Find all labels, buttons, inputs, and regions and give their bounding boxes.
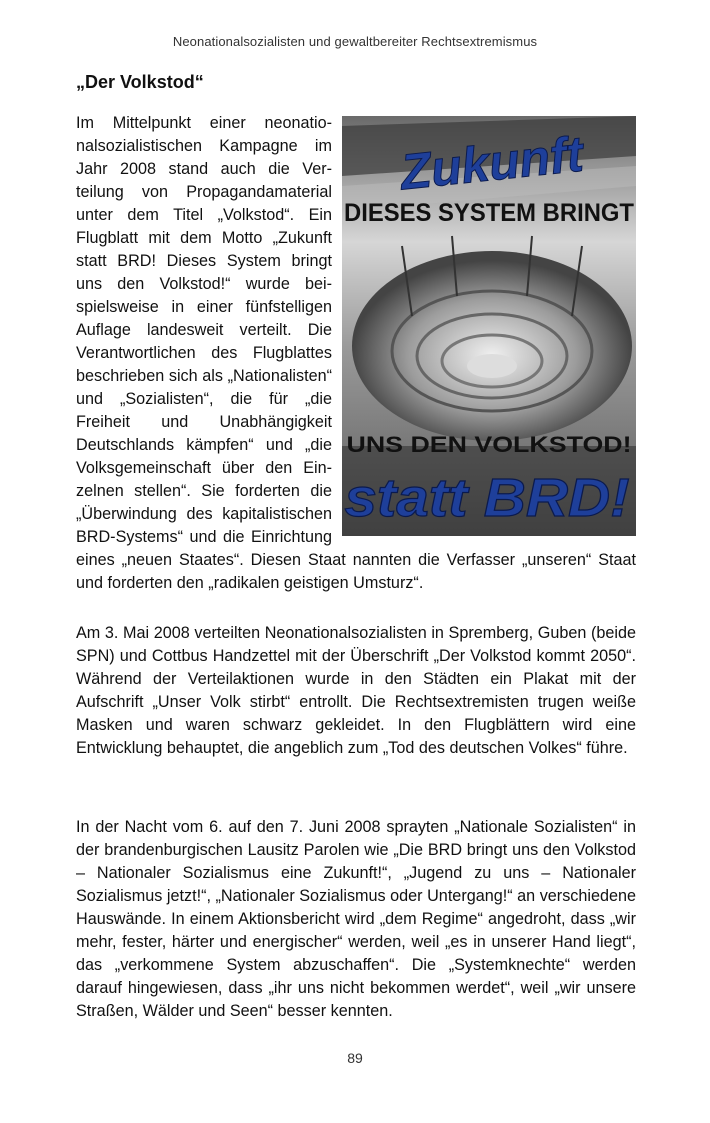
flyer-volkstod-line: UNS DEN VOLKSTOD! [346,432,632,457]
running-head: Neonationalsozialisten und gewaltbereiter Rechtsextremismus [172,34,538,49]
page-number: 89 [347,1050,363,1066]
paragraph-1 [76,112,636,595]
flyer-system-line: DIESES SYSTEM BRINGT [344,199,634,227]
paragraph-2: Am 3. Mai 2008 verteilten Neonationalsozialisten in Spremberg, Guben (beide SPN) und Cottbus Handzettel mit der Überschrift „Der Volkstod kommt 2050“. Während der Verteilaktionen wurde in den Städten ein Plakat mit der Aufschrift „Unser Volk stirbt“ entrollt. Die Rechtsextremisten trugen weiße Masken und waren schwarz gekleidet. In den Flugblättern wird eine Entwicklung behauptet, die angeblich zum „Tod des deutschen Volkes“ führe. [76,624,636,757]
paragraph-3: In der Nacht vom 6. auf den 7. Juni 2008 sprayten „Nationale Sozialisten“ in der brandenburgischen Lausitz Parolen wie „Die BRD bringt uns den Volkstod – Nationaler Sozialismus eine Zukunft!“, „Jugend zu uns – Nationaler Sozialismus jetzt!“, „Nationaler Sozialismus oder Untergang!“ an verschiedene Hauswände. In einem Aktionsbericht wird „dem Regime“ angedroht, dass „wir mehr, fester, härter und energischer“ werden, weil „es in unserer Hand liegt“, das „verkommene System abzuschaffen“. Die „Systemknechte“ werden darauf hingewiesen, dass „ihr uns nicht bekommen werdet“, weil „wir unsere Straßen, Wälder und Seen“ besser kennten. [76,818,636,1020]
flyer-zukunft: Zukunft [397,125,586,201]
paragraph-1-text: Im Mittelpunkt einer neonationalsozialistischen Kampagne im Jahr 2008 stand auch die Verteilung von Propagandamaterial unter dem Titel „Volkstod“. Ein Flugblatt mit dem Motto „Zukunft statt BRD! Dieses System bringt uns den Volkstod!“ wurde beispielsweise in einer fünfstelligen Auflage landesweit verteilt. Die Verantwortlichen des Flugblattes beschrieben sich als „Nationalisten“ und „Sozialisten“, die für „die Freiheit und Unabhängigkeit Deutschlands kämpfen“ und „die Volksgemeinschaft über den Einzelnen stellen“. Sie forderten die „Überwindung des kapitalistischen BRD-Systems“ und die Einrichtung eines „neuen Staates“. Diesen Staat nannten die Verfasser „unseren“ Staat und forderten den „radikalen geistigen Umsturz“. [76,114,636,592]
section-title: „Der Volkstod“ [76,72,204,92]
flyer-statt-brd: statt BRD! [344,468,630,528]
flyer-image [342,116,636,536]
